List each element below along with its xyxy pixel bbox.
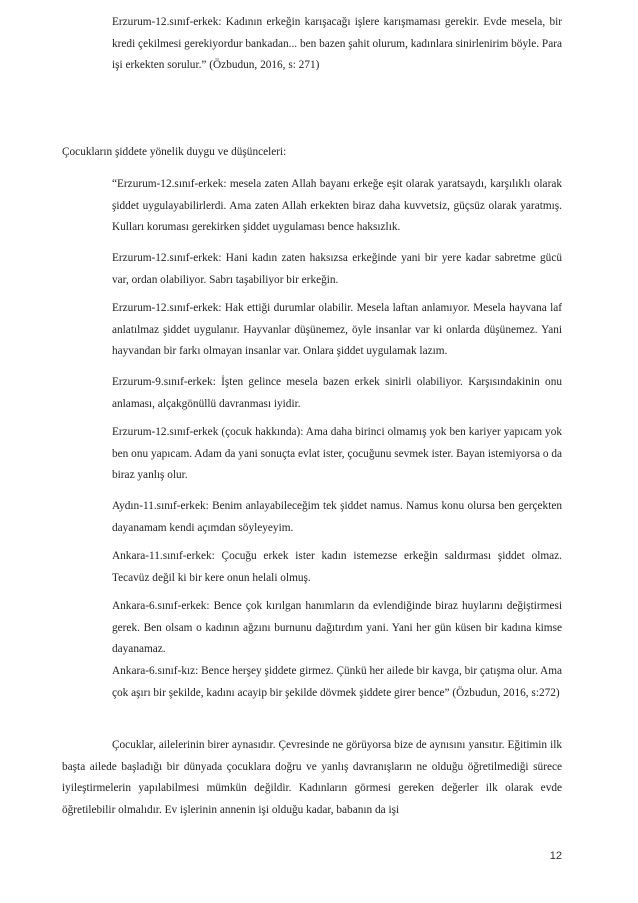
quote-block: Erzurum-12.sınıf-erkek: Kadının erkeğin karışacağı işlere karışmaması gerekir. Evde mesela, bir kredi çekilmesi gerekiyordur bankadan... ben bazen şahit olurum, kadınlara sinirlenirim böyle. Para işi erkekten sorulur.” (Özbudun, 2016, s: 271) <box>112 16 562 72</box>
quote-block: Aydın-11.sınıf-erkek: Benim anlayabileceğim tek şiddet namus. Namus konu olursa ben gerçekten dayanamam kendi açımdan söyleyeyim. <box>112 500 562 534</box>
quote-block: Erzurum-12.sınıf-erkek: Hak ettiği durumlar olabilir. Mesela laftan anlamıyor. Mesela hayvana laf anlatılmaz şiddet uygulanır. Hayvanlar düşünemez, öyle insanlar var ki onlarda düşünemez. Yani hayvandan bir farkı olmayan insanlar var. Onlara şiddet uygulamak lazım. <box>112 302 562 358</box>
quote-block: Ankara-11.sınıf-erkek: Çocuğu erkek ister kadın istemezse erkeğin saldırması şiddet olmaz. Tecavüz değil ki bir kere onun helali olmuş. <box>112 550 562 584</box>
quote-block: Erzurum-12.sınıf-erkek (çocuk hakkında): Ama daha birinci olmamış yok ben kariyer yapıcam yok ben onu yapıcam. Adam da yani sonuçta evlat ister, çocuğunu sevmek ister. Bayan istemiyorsa o da biraz yanlış olur. <box>112 426 562 482</box>
quote-block: “Erzurum-12.sınıf-erkek: mesela zaten Allah bayanı erkeğe eşit olarak yaratsaydı, karşılıklı olarak şiddet uygulayabilirlerdi. Ama zaten Allah erkekten biraz daha kuvvetsiz, güçsüz olarak yaratmış. Kulları koruması gerekirken şiddet uygulaması bence haksızlık. <box>112 178 562 234</box>
quote-block: Ankara-6.sınıf-kız: Bence herşey şiddete girmez. Çünkü her ailede bir kavga, bir çatışma olur. Ama çok aşırı bir şekilde, kadını acayip bir şekilde dövmek şiddete girer bence” (Özbudun, 2016, s:272) <box>112 665 562 699</box>
quote-block: Erzurum-12.sınıf-erkek: Hani kadın zaten haksızsa erkeğinde yani bir yere kadar sabretme gücü var, ordan olabiliyor. Sabrı taşabiliyor bir erkeğin. <box>112 252 562 286</box>
section-heading: Çocukların şiddete yönelik duygu ve düşünceleri: <box>62 146 287 158</box>
quote-block: Ankara-6.sınıf-erkek: Bence çok kırılgan hanımların da evlendiğinde biraz huylarını değiştirmesi gerek. Ben olsam o kadının ağzını burnunu dağıtırdım yani. Yani her gün küsen bir kadına kimse dayanamaz. <box>112 600 562 656</box>
quote-block: Erzurum-9.sınıf-erkek: İşten gelince mesela bazen erkek sinirli olabiliyor. Karşısındakinin onu anlaması, alçakgönüllü davranması iyidir. <box>112 376 562 410</box>
body-paragraph: Çocuklar, ailelerinin birer aynasıdır. Çevresinde ne görüyorsa bize de aynısını yansıtır. Eğitimin ilk başta ailede başladığı bir dünyada çocuklara doğru ve yanlış davranışların ne olduğu öğretilmediği sürece iyileştirmelerin yapılabilmesi mümkün değildir. Kadınların görmesi gereken değerler ilk olarak evde öğretilebilir olmalıdır. Ev işlerinin annenin işi olduğu kadar, babanın da işi <box>62 739 562 816</box>
page-number: 12 <box>549 850 562 862</box>
